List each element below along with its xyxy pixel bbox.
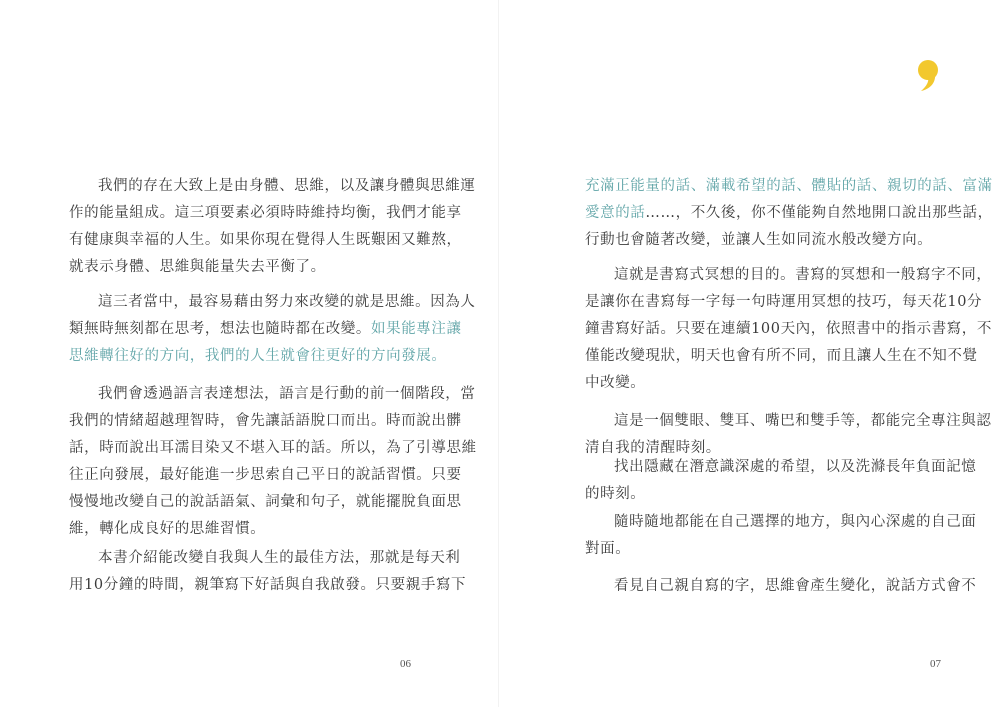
text-line: 這就是書寫式冥想的目的。書寫的冥想和一般寫字不同，	[614, 267, 992, 283]
text-line: 鐘書寫好話。只要在連續100天內，依照書中的指示書寫，不	[585, 321, 992, 337]
text-line: 話，時而說出耳濡目染又不堪入耳的話。所以，為了引導思維	[69, 440, 477, 456]
paragraph	[69, 289, 476, 370]
left-page	[0, 0, 498, 707]
paragraph	[585, 173, 993, 254]
text-line: 慢慢地改變自己的說話語氣、詞彙和句子，就能擺脫負面思	[69, 494, 462, 510]
text-line: 就表示身體、思維與能量失去平衡了。	[69, 259, 326, 275]
text-line: 是讓你在書寫每一字每一句時運用冥想的技巧，每天花10分	[585, 294, 983, 310]
text-segment: ……，不久後，你不僅能夠自然地開口說出那些話，	[645, 205, 993, 221]
highlighted-text: 充滿正能量的話、滿載希望的話、體貼的話、親切的話、富滿	[585, 178, 993, 194]
right-page	[499, 0, 997, 707]
highlighted-text: 思維轉往好的方向，我們的人生就會往更好的方向發展。	[69, 348, 447, 364]
text-line: 僅能改變現狀，明天也會有所不同，而且讓人生在不知不覺	[585, 348, 978, 364]
text-line: 用10分鐘的時間，親筆寫下好話與自我啟發。只要親手寫下	[69, 577, 467, 593]
text-line: 我們會透過語言表達想法，語言是行動的前一個階段，當	[98, 386, 476, 402]
text-line: 中改變。	[585, 375, 646, 391]
text-line: 隨時隨地都能在自己選擇的地方，與內心深處的自己面	[614, 514, 977, 530]
text-line: 清自我的清醒時刻。	[585, 440, 721, 456]
paragraph	[585, 573, 977, 600]
text-line: 的時刻。	[585, 486, 646, 502]
paragraph	[69, 173, 476, 281]
text-line: 這是一個雙眼、雙耳、嘴巴和雙手等，都能完全專注與認	[614, 413, 992, 429]
text-line: 維，轉化成良好的思維習慣。	[69, 521, 266, 537]
text-line: 往正向發展，最好能進一步思索自己平日的說話習慣。只要	[69, 467, 462, 483]
text-line: 本書介紹能改變自我與人生的最佳方法，那就是每天利	[98, 550, 461, 566]
text-segment: 類無時無刻都在思考，想法也隨時都在改變。	[69, 321, 371, 337]
highlighted-text: 如果能專注讓	[371, 321, 462, 337]
text-line: 這三者當中，最容易藉由努力來改變的就是思維。因為人	[98, 294, 476, 310]
text-line: 找出隱藏在潛意識深處的希望，以及洗滌長年負面記憶	[614, 459, 977, 475]
text-line: 作的能量組成。這三項要素必須時時維持均衡，我們才能享	[69, 205, 462, 221]
comma-mark-icon	[914, 58, 942, 92]
text-line: 我們的存在大致上是由身體、思維，以及讓身體與思維運	[98, 178, 476, 194]
text-line: 對面。	[585, 541, 631, 557]
text-line: 我們的情緒超越理智時，會先讓話語脫口而出。時而說出髒	[69, 413, 462, 429]
paragraph	[585, 262, 992, 397]
text-line: 有健康與幸福的人生。如果你現在覺得人生既艱困又難熬，	[69, 232, 462, 248]
highlighted-text: 愛意的話	[585, 205, 646, 221]
page-number: 07	[930, 658, 941, 670]
page-number: 06	[400, 658, 411, 670]
paragraph	[585, 454, 977, 508]
text-line	[585, 200, 993, 227]
text-line: 行動也會隨著改變，並讓人生如同流水般改變方向。	[585, 232, 933, 248]
paragraph	[69, 381, 477, 543]
text-line: 看見自己親自寫的字，思維會產生變化，說話方式會不	[614, 578, 977, 594]
paragraph	[585, 509, 977, 563]
paragraph	[69, 545, 467, 599]
text-line	[69, 316, 462, 343]
